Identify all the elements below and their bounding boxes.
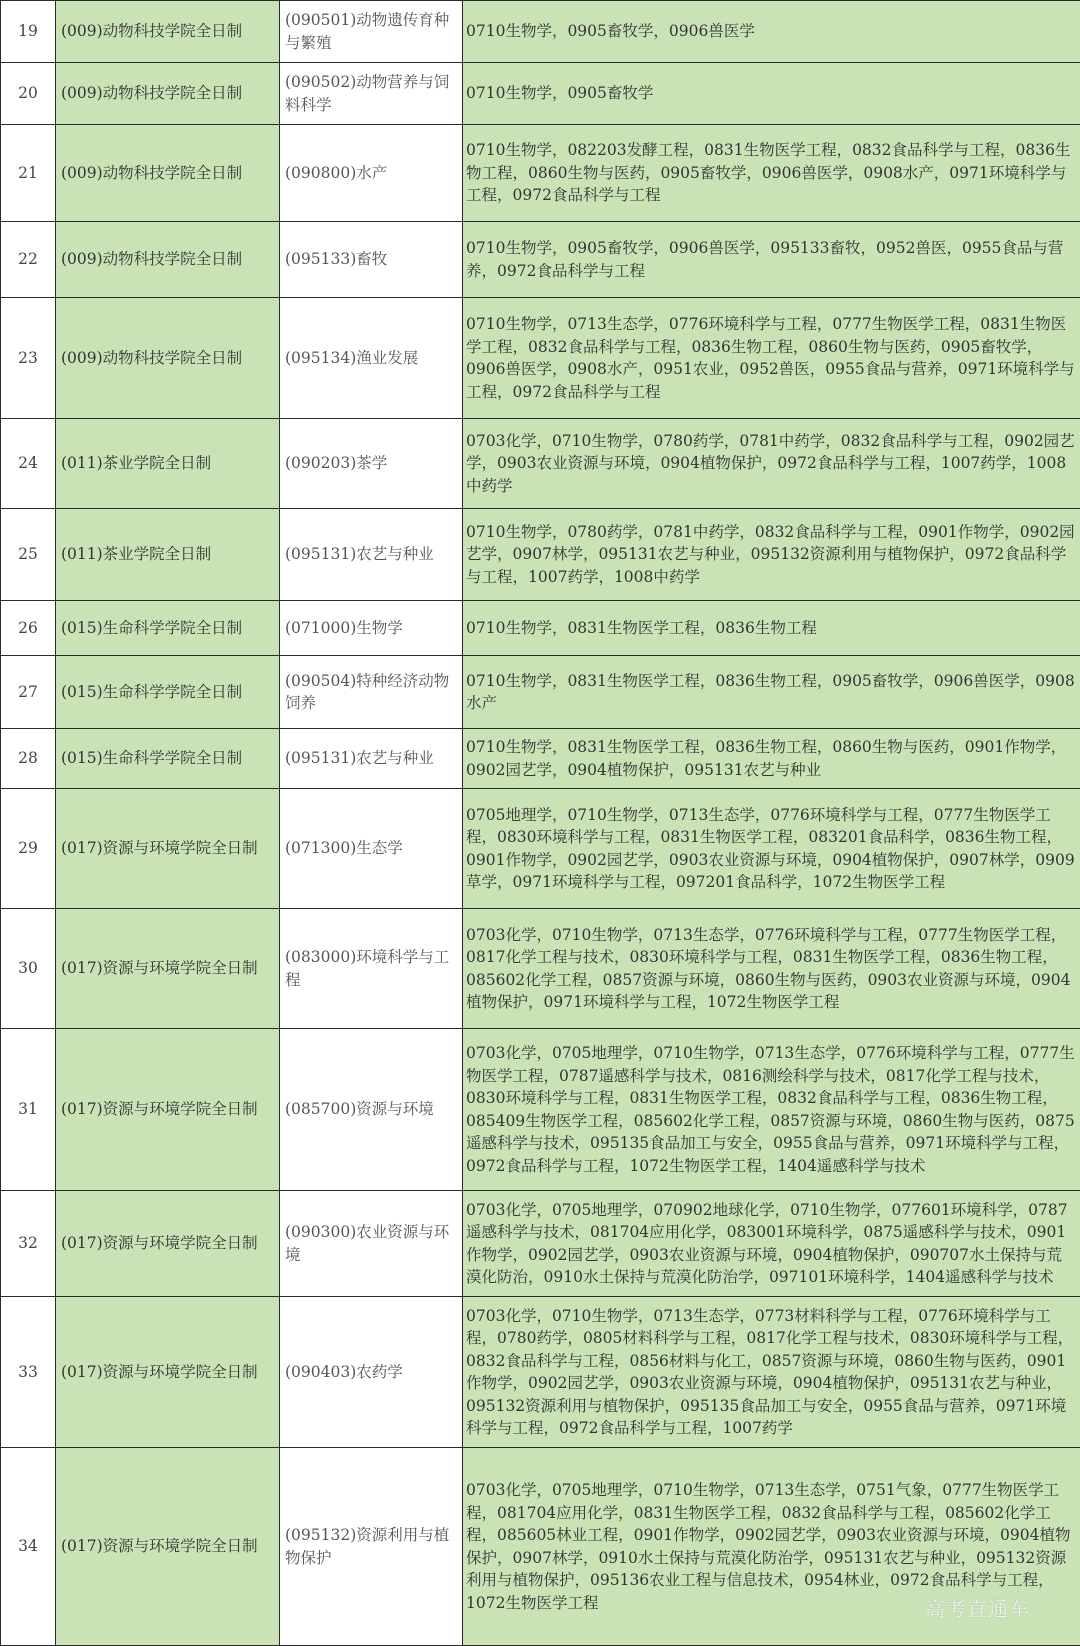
major-cell: (071300)生态学 xyxy=(280,789,463,909)
row-number-cell: 26 xyxy=(1,601,56,656)
college-cell: (011)茶业学院全日制 xyxy=(56,419,280,509)
major-cell: (095131)农艺与种业 xyxy=(280,509,463,601)
table-row xyxy=(1,1297,1080,1448)
table-row xyxy=(1,601,1080,656)
college-cell: (015)生命科学学院全日制 xyxy=(56,656,280,729)
table-row xyxy=(1,1448,1080,1646)
college-cell: (017)资源与环境学院全日制 xyxy=(56,789,280,909)
major-cell: (071000)生物学 xyxy=(280,601,463,656)
allowed-majors-cell: 0710生物学，0780药学，0781中药学，0832食品科学与工程，0901作物学，0902园艺学，0907林学，095131农艺与种业，095132资源利用与植物保护，0972食品科学与工程，1007药学，1008中药学 xyxy=(463,509,1080,601)
table-row xyxy=(1,656,1080,729)
college-cell: (011)茶业学院全日制 xyxy=(56,509,280,601)
row-number-cell: 23 xyxy=(1,298,56,419)
row-number-cell: 30 xyxy=(1,909,56,1029)
row-number-cell: 31 xyxy=(1,1029,56,1191)
allowed-majors-cell: 0710生物学，0905畜牧学，0906兽医学 xyxy=(463,1,1080,63)
row-number-cell: 28 xyxy=(1,729,56,789)
allowed-majors-cell: 0710生物学，0905畜牧学，0906兽医学，095133畜牧，0952兽医，0955食品与营养，0972食品科学与工程 xyxy=(463,222,1080,298)
major-cell: (090300)农业资源与环境 xyxy=(280,1191,463,1297)
allowed-majors-cell: 0710生物学，0831生物医学工程，0836生物工程，0860生物与医药，0901作物学，0902园艺学，0904植物保护，095131农艺与种业 xyxy=(463,729,1080,789)
allowed-majors-cell: 0710生物学，0831生物医学工程，0836生物工程 xyxy=(463,601,1080,656)
row-number-cell: 32 xyxy=(1,1191,56,1297)
allowed-majors-cell: 0710生物学，0905畜牧学 xyxy=(463,63,1080,125)
table-row xyxy=(1,1191,1080,1297)
row-number-cell: 24 xyxy=(1,419,56,509)
allowed-majors-cell: 0703化学，0710生物学，0713生态学，0773材料科学与工程，0776环境科学与工程，0780药学，0805材料科学与工程，0817化学工程与技术，0830环境科学与工程，0832食品科学与工程，0856材料与化工，0857资源与环境，0860生物与医药，0901作物学，0902园艺学，0903农业资源与环境，0904植物保护，095131农艺与种业，095132资源利用与植物保护，095135食品加工与安全，0955食品与营养，0971环境科学与工程，0972食品科学与工程，1007药学 xyxy=(463,1297,1080,1448)
allowed-majors-cell: 0705地理学，0710生物学，0713生态学，0776环境科学与工程，0777生物医学工程，0830环境科学与工程，0831生物医学工程，083201食品科学，0836生物工程，0901作物学，0902园艺学，0903农业资源与环境，0904植物保护，0907林学，0909草学，0971环境科学与工程，097201食品科学，1072生物医学工程 xyxy=(463,789,1080,909)
major-cell: (095133)畜牧 xyxy=(280,222,463,298)
college-cell: (009)动物科技学院全日制 xyxy=(56,298,280,419)
college-cell: (017)资源与环境学院全日制 xyxy=(56,1029,280,1191)
college-cell: (009)动物科技学院全日制 xyxy=(56,222,280,298)
college-cell: (017)资源与环境学院全日制 xyxy=(56,1191,280,1297)
table-row xyxy=(1,419,1080,509)
row-number-cell: 25 xyxy=(1,509,56,601)
allowed-majors-cell: 0703化学，0705地理学，0710生物学，0713生态学，0751气象，0777生物医学工程，081704应用化学，0831生物医学工程，0832食品科学与工程，085602化学工程，085605林业工程，0901作物学，0902园艺学，0903农业资源与环境，0904植物保护，0907林学，0910水土保持与荒漠化防治学，095131农艺与种业，095132资源利用与植物保护，095136农业工程与信息技术，0954林业，0972食品科学与工程，1072生物医学工程 xyxy=(463,1448,1080,1646)
college-cell: (015)生命科学学院全日制 xyxy=(56,729,280,789)
major-cell: (095134)渔业发展 xyxy=(280,298,463,419)
row-number-cell: 22 xyxy=(1,222,56,298)
allowed-majors-cell: 0710生物学，0831生物医学工程，0836生物工程，0905畜牧学，0906兽医学，0908水产 xyxy=(463,656,1080,729)
row-number-cell: 33 xyxy=(1,1297,56,1448)
watermark-text: 高考直通车 xyxy=(925,1593,1030,1622)
row-number-cell: 29 xyxy=(1,789,56,909)
college-cell: (017)资源与环境学院全日制 xyxy=(56,909,280,1029)
allowed-majors-cell: 0703化学，0705地理学，0710生物学，0713生态学，0776环境科学与工程，0777生物医学工程，0787遥感科学与技术，0816测绘科学与技术，0817化学工程与技术，0830环境科学与工程，0831生物医学工程，0832食品科学与工程，0836生物工程，085409生物医学工程，085602化学工程，0857资源与环境，0860生物与医药，0875遥感科学与技术，095135食品加工与安全，0955食品与营养，0971环境科学与工程，0972食品科学与工程，1072生物医学工程，1404遥感科学与技术 xyxy=(463,1029,1080,1191)
major-cell: (085700)资源与环境 xyxy=(280,1029,463,1191)
major-cell: (083000)环境科学与工程 xyxy=(280,909,463,1029)
allowed-majors-cell: 0703化学，0710生物学，0713生态学，0776环境科学与工程，0777生物医学工程，0817化学工程与技术，0830环境科学与工程，0831生物医学工程，0836生物工程，085602化学工程，0857资源与环境，0860生物与医药，0903农业资源与环境，0904植物保护，0971环境科学与工程，1072生物医学工程 xyxy=(463,909,1080,1029)
major-cell: (090504)特种经济动物饲养 xyxy=(280,656,463,729)
row-number-cell: 34 xyxy=(1,1448,56,1646)
table-row xyxy=(1,509,1080,601)
allowed-majors-cell: 0710生物学，082203发酵工程，0831生物医学工程，0832食品科学与工程，0836生物工程，0860生物与医药，0905畜牧学，0906兽医学，0908水产，0971环境科学与工程，0972食品科学与工程 xyxy=(463,125,1080,222)
major-cell: (090502)动物营养与饲料科学 xyxy=(280,63,463,125)
major-cell: (090203)茶学 xyxy=(280,419,463,509)
college-cell: (017)资源与环境学院全日制 xyxy=(56,1297,280,1448)
allowed-majors-cell: 0703化学，0705地理学，070902地球化学，0710生物学，077601环境科学，0787遥感科学与技术，081704应用化学，083001环境科学，0875遥感科学与技术，0901作物学，0902园艺学，0903农业资源与环境，0904植物保护，090707水土保持与荒漠化防治，0910水土保持与荒漠化防治学，097101环境科学，1404遥感科学与技术 xyxy=(463,1191,1080,1297)
table-row xyxy=(1,125,1080,222)
row-number-cell: 21 xyxy=(1,125,56,222)
table-row xyxy=(1,63,1080,125)
major-cell: (090800)水产 xyxy=(280,125,463,222)
major-cell: (090501)动物遗传育种与繁殖 xyxy=(280,1,463,63)
major-cell: (095131)农艺与种业 xyxy=(280,729,463,789)
table-row xyxy=(1,1,1080,63)
table-row xyxy=(1,909,1080,1029)
major-cell: (095132)资源利用与植物保护 xyxy=(280,1448,463,1646)
allowed-majors-cell: 0703化学，0710生物学，0780药学，0781中药学，0832食品科学与工程，0902园艺学，0903农业资源与环境，0904植物保护，0972食品科学与工程，1007药学，1008中药学 xyxy=(463,419,1080,509)
allowed-majors-cell: 0710生物学，0713生态学，0776环境科学与工程，0777生物医学工程，0831生物医学工程，0832食品科学与工程，0836生物工程，0860生物与医药，0905畜牧学，0906兽医学，0908水产，0951农业，0952兽医，0955食品与营养，0971环境科学与工程，0972食品科学与工程 xyxy=(463,298,1080,419)
college-cell: (009)动物科技学院全日制 xyxy=(56,1,280,63)
table-body xyxy=(1,1,1080,1646)
college-cell: (009)动物科技学院全日制 xyxy=(56,125,280,222)
row-number-cell: 27 xyxy=(1,656,56,729)
college-cell: (009)动物科技学院全日制 xyxy=(56,63,280,125)
major-cell: (090403)农药学 xyxy=(280,1297,463,1448)
row-number-cell: 19 xyxy=(1,1,56,63)
college-cell: (017)资源与环境学院全日制 xyxy=(56,1448,280,1646)
table-row xyxy=(1,222,1080,298)
college-cell: (015)生命科学学院全日制 xyxy=(56,601,280,656)
table-row xyxy=(1,729,1080,789)
table-row xyxy=(1,1029,1080,1191)
table-row xyxy=(1,298,1080,419)
table-row xyxy=(1,789,1080,909)
row-number-cell: 20 xyxy=(1,63,56,125)
